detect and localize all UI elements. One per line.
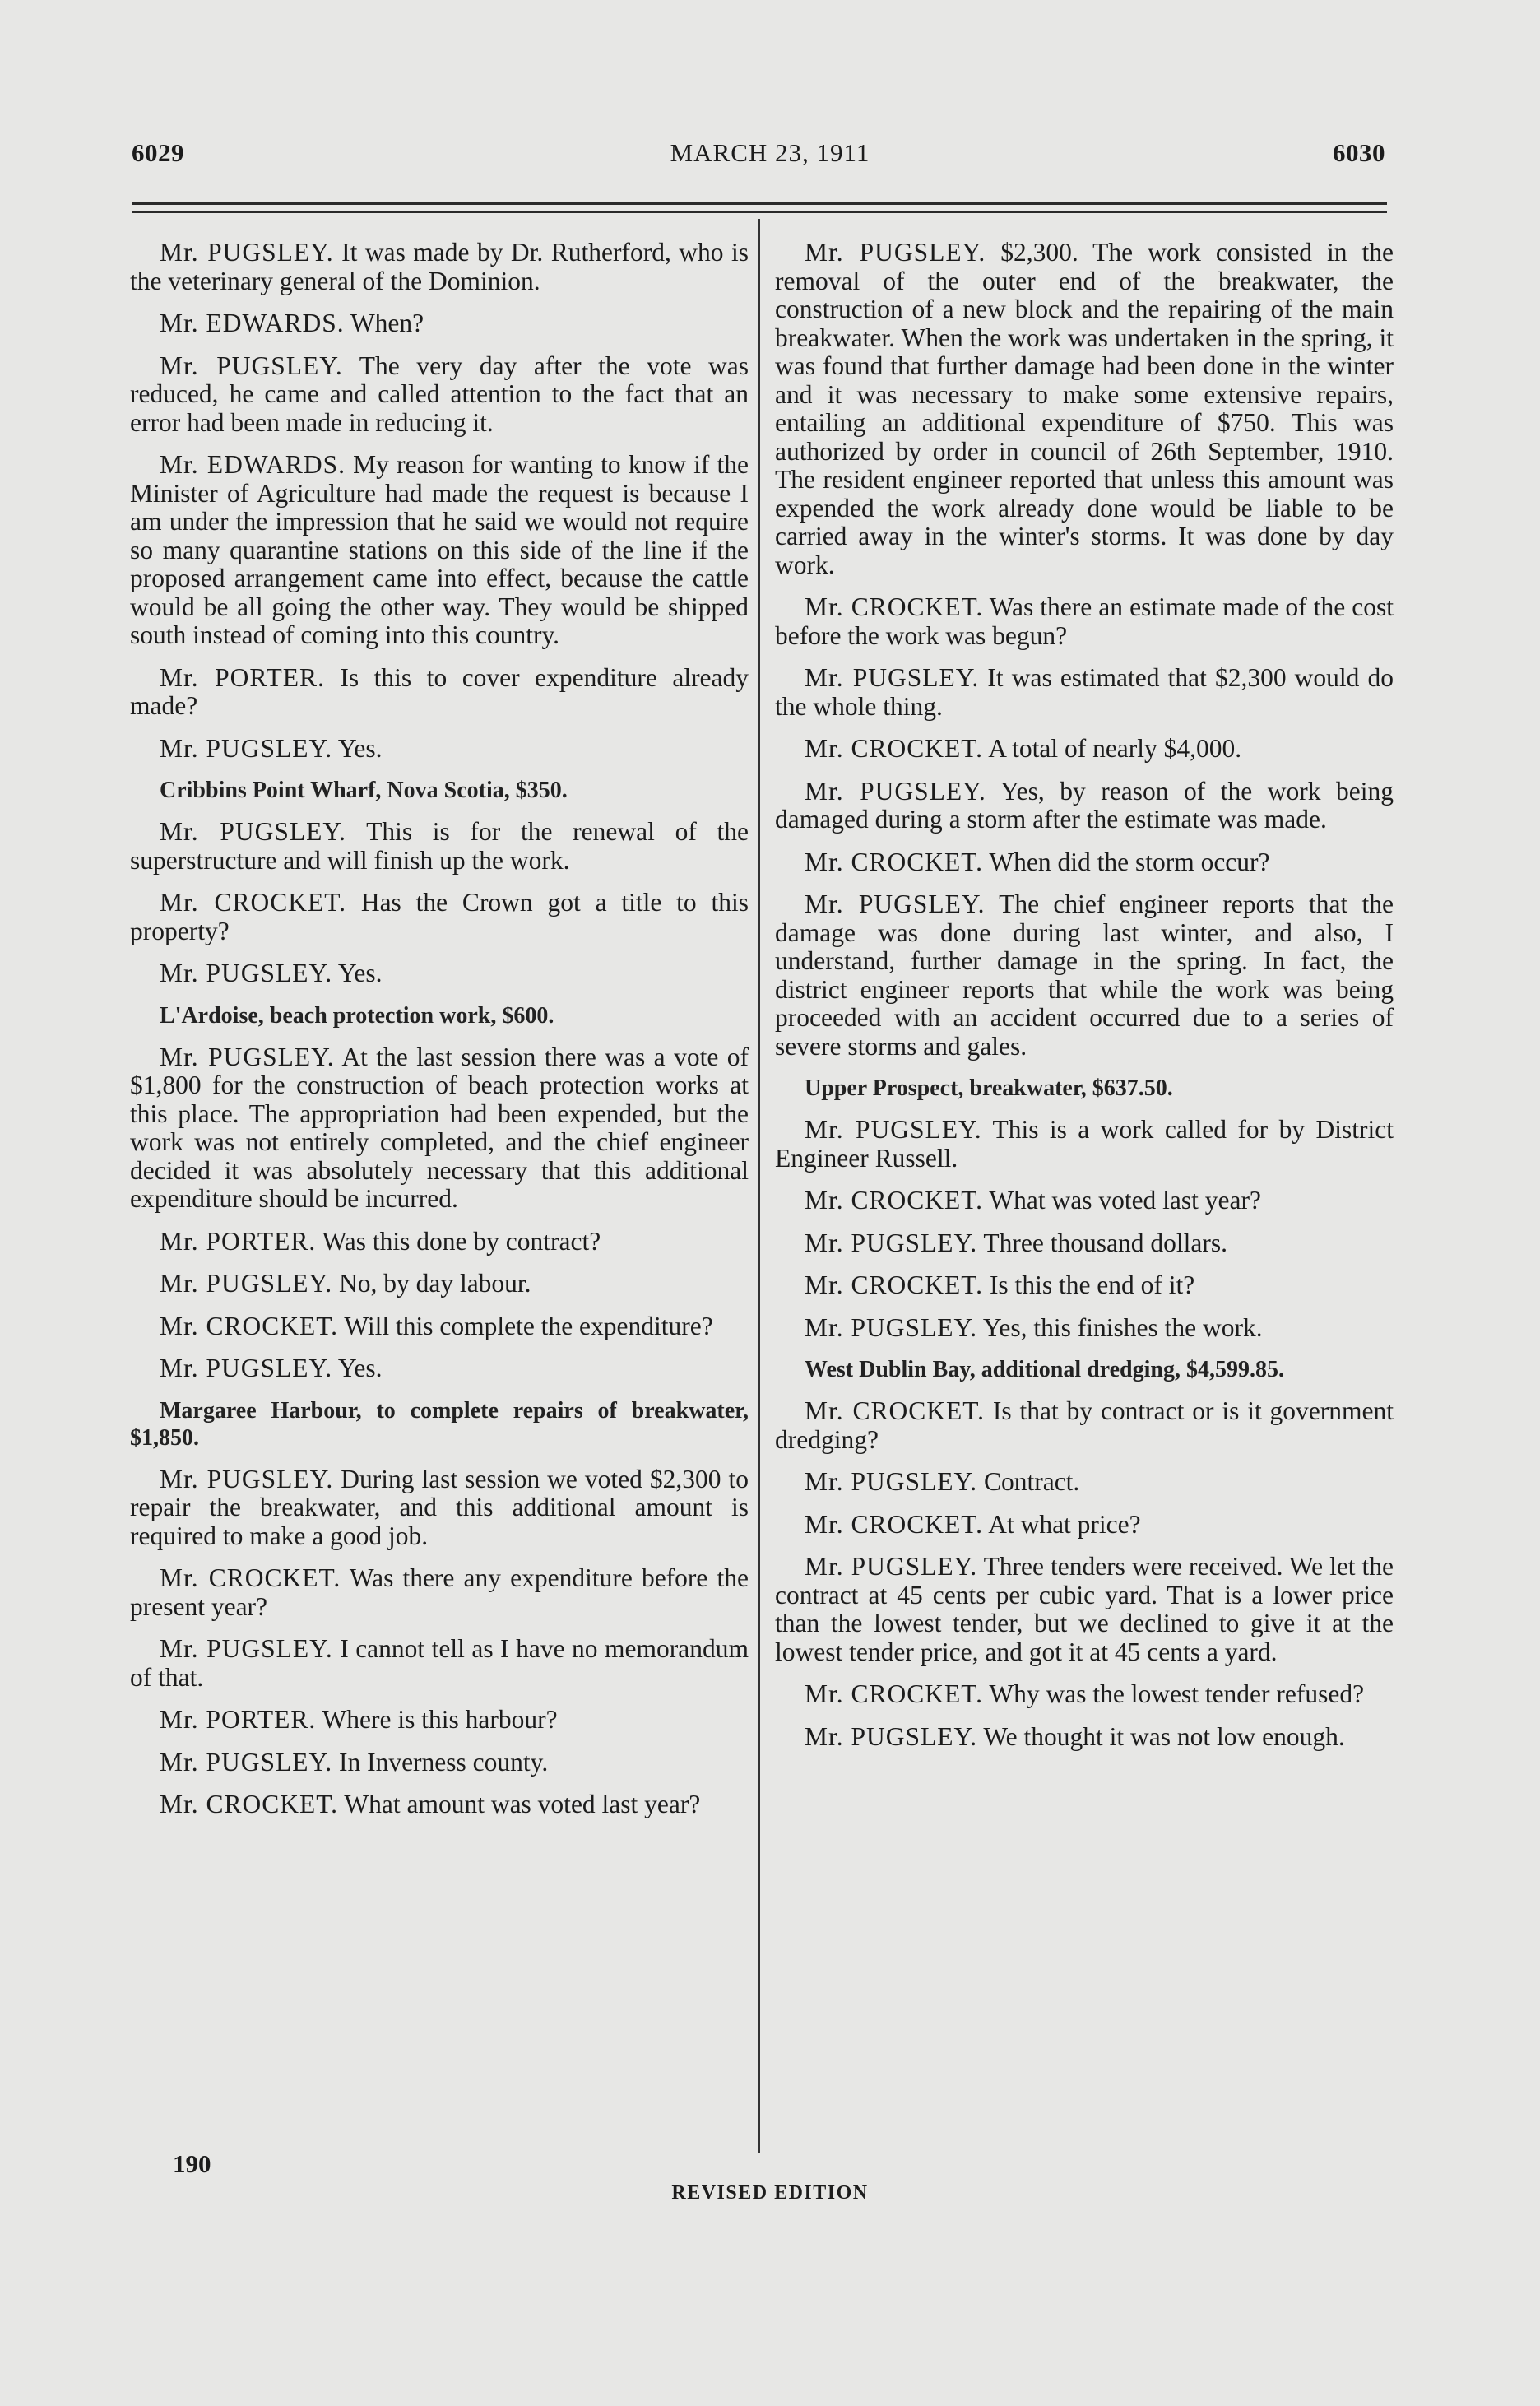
speech-paragraph	[775, 593, 1394, 650]
speaker-name: Mr. PUGSLEY.	[160, 1747, 333, 1777]
speech-text: It was estimated that $2,300 would do the whole thing.	[775, 663, 1394, 721]
speech-text: Was there any expenditure before the present year?	[130, 1563, 749, 1621]
speech-text: Yes, this finishes the work.	[982, 1312, 1263, 1342]
speech-paragraph	[130, 239, 749, 295]
speech-paragraph	[130, 959, 749, 988]
speech-paragraph	[775, 1723, 1394, 1752]
speech-paragraph	[130, 664, 749, 721]
speaker-name: Mr. CROCKET.	[805, 1270, 984, 1299]
speech-paragraph	[130, 1312, 749, 1341]
speech-text: Yes.	[337, 733, 383, 763]
speech-text: During last session we voted $2,300 to repair the breakwater, and this additional amount is required to make a good job.	[130, 1464, 749, 1550]
speaker-name: Mr. PUGSLEY.	[160, 238, 334, 267]
speaker-name: Mr. PUGSLEY.	[805, 776, 986, 806]
vote-item-heading: West Dublin Bay, additional dredging, $4,599.85.	[805, 1357, 1284, 1382]
speech-paragraph	[775, 1229, 1394, 1258]
speaker-name: Mr. PUGSLEY.	[160, 959, 333, 987]
speaker-name: Mr. PORTER.	[160, 662, 325, 692]
speech-text: Was there an estimate made of the cost before the work was begun?	[775, 592, 1394, 650]
speech-text: Three tenders were received. We let the contract at 45 cents per cubic yard. That is a lower price than the lowest tender, but we declined to give it at the lowest tender price, and got it at 45 cents a yard.	[775, 1552, 1394, 1666]
speaker-name: Mr. CROCKET.	[160, 1790, 339, 1818]
speech-text: Where is this harbour?	[322, 1705, 558, 1734]
speaker-name: Mr. CROCKET.	[805, 1679, 984, 1708]
speech-paragraph	[130, 1043, 749, 1214]
speech-paragraph	[130, 1564, 749, 1621]
speech-text: Three thousand dollars.	[983, 1228, 1227, 1257]
speech-text: Contract.	[983, 1467, 1080, 1496]
signature-number: 190	[173, 2149, 211, 2178]
speaker-name: Mr. PUGSLEY.	[805, 1312, 978, 1342]
speaker-name: Mr. PUGSLEY.	[160, 1464, 334, 1493]
speaker-name: Mr. PORTER.	[160, 1226, 317, 1256]
speech-paragraph	[130, 352, 749, 438]
speaker-name: Mr. PUGSLEY.	[160, 1269, 333, 1298]
vote-item-heading: Margaree Harbour, to complete repairs of breakwater, $1,850.	[130, 1397, 749, 1451]
speaker-name: Mr. PUGSLEY.	[160, 817, 346, 846]
speech-paragraph	[130, 451, 749, 650]
date-header: MARCH 23, 1911	[670, 138, 870, 167]
speaker-name: Mr. CROCKET.	[160, 888, 346, 917]
header-rule-thin	[132, 211, 1387, 213]
speech-paragraph	[775, 1680, 1394, 1709]
speech-text: It was made by Dr. Rutherford, who is the veterinary general of the Dominion.	[130, 238, 749, 295]
speaker-name: Mr. CROCKET.	[805, 847, 984, 876]
speech-text: This is for the renewal of the superstructure and will finish up the work.	[130, 817, 749, 875]
speech-text: The very day after the vote was reduced, he came and called attention to the fact that an error had been made in reducing it.	[130, 351, 749, 437]
speech-paragraph	[130, 309, 749, 338]
speech-text: The chief engineer reports that the damage was done during last winter, and also, I understand, further damage in the spring. In fact, the district engineer reports that while the work was being proceeded with an accident occurred due to a series of severe storms and gales.	[775, 889, 1394, 1061]
edition-label: REVISED EDITION	[671, 2182, 869, 2204]
speaker-name: Mr. PUGSLEY.	[805, 1552, 978, 1581]
speaker-name: Mr. PUGSLEY.	[160, 1634, 333, 1663]
speaker-name: Mr. PORTER.	[160, 1705, 317, 1734]
speech-paragraph	[130, 1465, 749, 1551]
speech-paragraph	[130, 735, 749, 764]
speech-text: No, by day labour.	[338, 1269, 531, 1298]
speech-text: This is a work called for by District Engineer Russell.	[775, 1115, 1394, 1173]
speech-text: A total of nearly $4,000.	[988, 734, 1242, 763]
speech-text: Has the Crown got a title to this property?	[130, 888, 749, 945]
speaker-name: Mr. CROCKET.	[805, 734, 984, 763]
speech-paragraph	[130, 889, 749, 945]
speech-text: Was this done by contract?	[322, 1226, 601, 1256]
speech-paragraph	[775, 1271, 1394, 1300]
column-divider	[758, 219, 760, 2153]
speech-text: Yes.	[337, 959, 383, 987]
speech-text: We thought it was not low enough.	[983, 1721, 1345, 1751]
speaker-name: Mr. PUGSLEY.	[805, 1228, 978, 1257]
right-column	[775, 239, 1394, 1751]
speaker-name: Mr. EDWARDS.	[160, 309, 345, 337]
speech-text: Is this the end of it?	[989, 1270, 1195, 1299]
speech-paragraph	[775, 1187, 1394, 1215]
speech-text: My reason for wanting to know if the Minister of Agriculture had made the request is because I am under the impression that he said we would not require so many quarantine stations on this side of the line if the proposed arrangement came into effect, because the cattle would be all going the other way. They would be shipped south instead of coming into this country.	[130, 450, 749, 649]
vote-item-heading: Cribbins Point Wharf, Nova Scotia, $350.	[160, 778, 568, 803]
left-column	[130, 239, 749, 1819]
speech-text: I cannot tell as I have no memorandum of that.	[130, 1634, 749, 1692]
right-page-number: 6030	[1333, 138, 1385, 167]
speech-text: When?	[350, 309, 424, 337]
speaker-name: Mr. PUGSLEY.	[160, 1042, 335, 1071]
speech-text: When did the storm occur?	[989, 847, 1270, 876]
speaker-name: Mr. PUGSLEY.	[805, 1721, 978, 1751]
speaker-name: Mr. CROCKET.	[805, 1509, 984, 1539]
speech-text: What was voted last year?	[989, 1186, 1261, 1215]
left-page-number: 6029	[132, 138, 184, 167]
speaker-name: Mr. PUGSLEY.	[805, 1467, 978, 1496]
speaker-name: Mr. PUGSLEY.	[160, 351, 343, 380]
speaker-name: Mr. CROCKET.	[160, 1311, 339, 1340]
speech-paragraph	[130, 1791, 749, 1819]
speech-paragraph	[775, 735, 1394, 764]
speech-paragraph	[775, 1511, 1394, 1540]
speech-text: $2,300. The work consisted in the removal of the outer end of the breakwater, the construction of a new block and the repairing of the main breakwater. When the work was undertaken in the spring, it was found that further damage had been done in the winter and it was necessary to make some extensive repairs, entailing an additional expenditure of $750. This was authorized by order in council of 26th September, 1910. The resident engineer reported that unless this amount was expended the work already done would be liable to be carried away in the winter's storms. It was done by day work.	[775, 238, 1394, 579]
vote-item-heading: L'Ardoise, beach protection work, $600.	[160, 1002, 554, 1029]
speech-paragraph	[775, 664, 1394, 721]
speaker-name: Mr. PUGSLEY.	[805, 1115, 982, 1144]
speaker-name: Mr. CROCKET.	[805, 1396, 986, 1425]
speech-paragraph	[775, 1314, 1394, 1343]
speech-paragraph	[775, 1468, 1394, 1497]
speech-paragraph	[775, 239, 1394, 579]
speaker-name: Mr. EDWARDS.	[160, 450, 346, 479]
speech-text: In Inverness county.	[338, 1747, 549, 1777]
speech-paragraph	[130, 1354, 749, 1383]
speech-text: Yes.	[337, 1354, 383, 1382]
speaker-name: Mr. PUGSLEY.	[160, 733, 333, 763]
speaker-name: Mr. PUGSLEY.	[805, 889, 986, 918]
speech-text: Is this to cover expenditure already made?	[130, 662, 749, 720]
speech-paragraph	[130, 1270, 749, 1298]
speech-text: Why was the lowest tender refused?	[989, 1679, 1365, 1708]
speech-paragraph	[130, 1228, 749, 1256]
speech-paragraph	[775, 848, 1394, 877]
speaker-name: Mr. PUGSLEY.	[160, 1354, 333, 1382]
speech-paragraph	[775, 1397, 1394, 1454]
speech-paragraph	[775, 1116, 1394, 1173]
vote-item-heading: Upper Prospect, breakwater, $637.50.	[805, 1075, 1173, 1101]
speaker-name: Mr. CROCKET.	[160, 1563, 341, 1592]
speech-paragraph	[775, 890, 1394, 1061]
speech-paragraph	[130, 818, 749, 875]
speaker-name: Mr. PUGSLEY.	[805, 663, 980, 692]
speech-paragraph	[130, 1749, 749, 1777]
speech-paragraph	[130, 1706, 749, 1735]
speech-text: At what price?	[988, 1509, 1141, 1539]
header-rule-thick	[132, 202, 1387, 205]
speech-text: At the last session there was a vote of $1,800 for the construction of beach protection works at this place. The appropriation had been expended, but the work was not entirely completed, and the chief engineer decided it was absolutely necessary that this additional expenditure should be incurred.	[130, 1042, 749, 1213]
speech-text: Will this complete the expenditure?	[344, 1311, 713, 1340]
speech-paragraph	[775, 778, 1394, 834]
speech-paragraph	[130, 1635, 749, 1692]
speaker-name: Mr. CROCKET.	[805, 1186, 984, 1215]
speech-text: What amount was voted last year?	[344, 1790, 701, 1818]
speaker-name: Mr. PUGSLEY.	[805, 238, 986, 267]
speaker-name: Mr. CROCKET.	[805, 592, 984, 621]
speech-text: Yes, by reason of the work being damaged during a storm after the estimate was made.	[775, 776, 1394, 834]
speech-paragraph	[775, 1553, 1394, 1666]
speech-text: Is that by contract or is it government dredging?	[775, 1396, 1394, 1454]
